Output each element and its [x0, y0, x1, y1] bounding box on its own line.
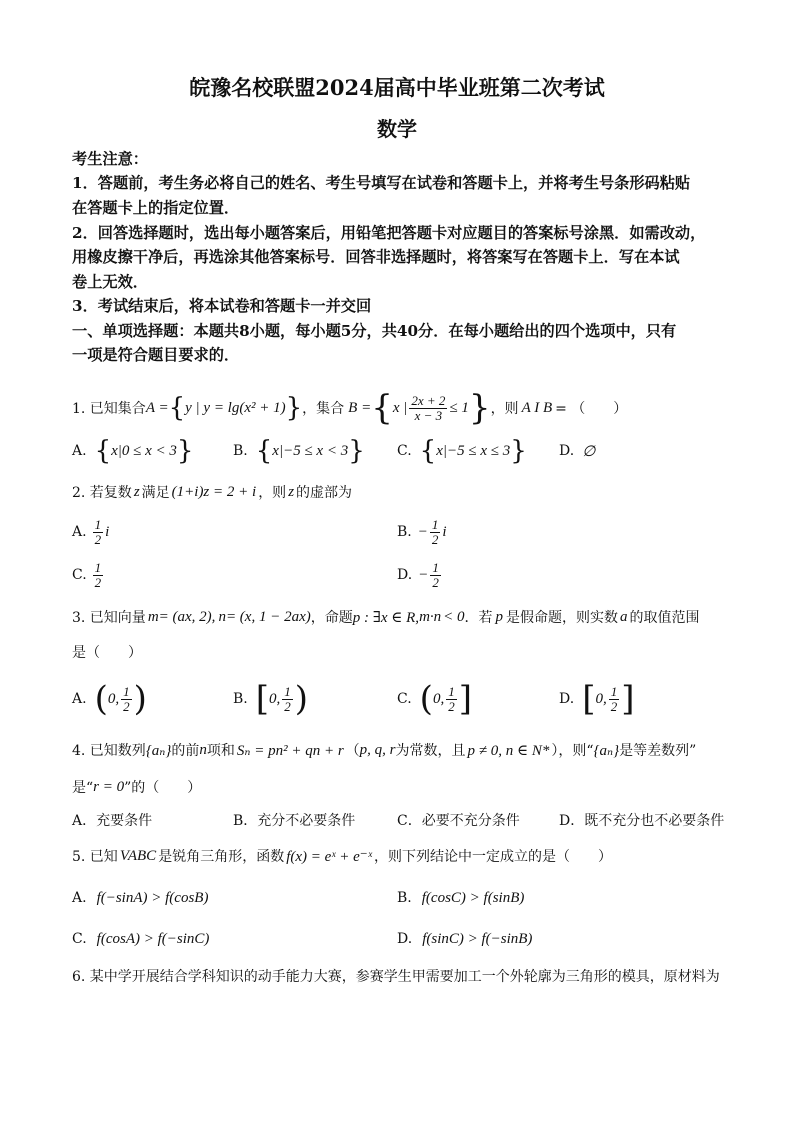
q3-option-a-num: 1 [123, 683, 130, 699]
q4-mid-4: 为常数，且 [395, 743, 466, 759]
q3-option-d-den: 2 [610, 698, 618, 714]
notice-line-2b: 用橡皮擦干净后，再选涂其他答案标号．回答非选择题时，将答案写在答题卡上．写在本试 [72, 248, 680, 266]
q1-option-b-brace-close: } [348, 436, 365, 466]
q4-lead: 4. 已知数列 [72, 743, 146, 759]
q2-tail-1: ，则 [258, 485, 287, 501]
q2-option-b-den: 2 [431, 531, 439, 547]
q3-option-d-label: D. [559, 691, 575, 707]
q1-option-a [72, 437, 193, 465]
notice-line-2: 2．回答选择题时，选出每小题答案后，用铅笔把答题卡对应题目的答案标号涂黑．如需改动， [72, 224, 706, 242]
q3-option-d-num: 1 [610, 683, 618, 699]
q2-option-a-den: 2 [94, 531, 102, 547]
q4-option-b: B．充分不必要条件 [233, 813, 356, 829]
notice-heading: 考生注意： [72, 150, 148, 168]
q3-proposition-tail: < 0 [443, 608, 465, 625]
q2-tail-2: 的虚部为 [296, 485, 353, 501]
q1-setA-brace-close: } [285, 393, 303, 423]
q2-option-b-label: B. [397, 524, 412, 540]
q5-option-a-label: A. [72, 890, 87, 906]
q2-option-a-suffix: i [105, 523, 110, 540]
q4-mid-1: 的前 [171, 743, 200, 759]
q1-option-a-brace-close: } [176, 436, 194, 466]
q1-option-a-brace-open: { [94, 436, 112, 466]
q2-option-c [72, 556, 105, 594]
q2-option-b-fraction [430, 518, 441, 546]
q3-option-b-den: 2 [284, 698, 291, 714]
q2-option-d-label: D. [397, 567, 413, 583]
q2-lead: 2. 若复数 [72, 485, 132, 501]
q1-tail-expr: A I B [521, 399, 553, 416]
q3-option-c-label: C. [397, 691, 412, 707]
q4-line2-b: ”的（ ） [124, 780, 202, 796]
q3-option-b-right: ) [294, 679, 309, 719]
q1-tail-2: = （ ） [555, 401, 628, 417]
q4-constants: p, q, r [359, 741, 396, 758]
q5-lead: 5. 已知 [72, 849, 118, 865]
q3-proposition-n: n [433, 608, 442, 625]
q1-setA-body: y | y = lg(x² + 1) [185, 399, 286, 416]
q3-proposition: p : ∃x ∈ R, [352, 609, 420, 626]
q2-option-c-fraction [93, 561, 104, 589]
q5-option-d-label: D. [397, 931, 413, 947]
q5-option-b-label: B. [397, 890, 412, 906]
q4-sum-formula: Sₙ = pn² + qn + r [236, 742, 344, 759]
q1-option-d-label: D. [559, 443, 575, 459]
q3-var-a: a [620, 608, 628, 625]
q5-option-d-text: f(sinC) > f(−sinB) [422, 930, 533, 947]
question-1-stem [72, 382, 627, 434]
q4-stem-line-2 [72, 776, 201, 798]
q3-option-b [233, 677, 308, 721]
q5-mid: 是锐角三角形，函数 [158, 849, 285, 865]
q3-option-d-fraction [609, 685, 620, 713]
q4-sequence: {aₙ} [145, 742, 172, 759]
q1-option-a-text: x|0 ≤ x < 3 [111, 442, 177, 459]
notice-line-1b: 在答题卡上的指定位置． [72, 199, 240, 217]
notice-line-2c: 卷上无效． [72, 273, 148, 291]
q5-option-a-text: f(−sinA) > f(cosB) [96, 889, 209, 906]
q3-tail-2: 是假命题，则实数 [506, 610, 619, 626]
notice-line-3: 3．考试结束后，将本试卷和答题卡一并交回 [72, 297, 372, 315]
q1-option-c-label: C. [397, 443, 412, 459]
q1-setB-numerator: 2x + 2 [411, 392, 446, 408]
q4-mid-2: 项和 [206, 743, 235, 759]
q3-var-p: p [495, 608, 504, 625]
q1-option-c [397, 437, 527, 465]
q2-option-a-label: A. [72, 524, 87, 540]
q2-mid: 满足 [141, 485, 170, 501]
q5-option-c [72, 926, 209, 952]
q1-setB-brace-close: } [468, 388, 491, 428]
q4-line2-r: r = 0 [93, 778, 125, 795]
q3-option-d [559, 677, 634, 721]
question-6-stem: 6. 某中学开展结合学科知识的动手能力大赛，参赛学生甲需要加工一个外轮廓为三角形的模具，原材料为 [72, 969, 720, 985]
q5-option-b-text: f(cosC) > f(sinB) [421, 889, 525, 906]
q1-option-b-brace-open: { [255, 436, 273, 466]
q2-option-d-den: 2 [432, 574, 439, 590]
q3-option-b-zero: 0, [269, 690, 281, 707]
q4-option-c: C．必要不充分条件 [397, 813, 520, 829]
q4-mid-3: （ [345, 743, 360, 759]
q1-tail-1: ，则 [490, 401, 519, 417]
q3-option-d-zero: 0, [595, 690, 607, 707]
exam-subject: 数学 [377, 117, 417, 141]
q2-option-d [397, 556, 443, 594]
q3-option-a-left: ( [94, 679, 108, 719]
section-heading-line-2: 一项是符合题目要求的． [72, 346, 240, 364]
q2-option-a [72, 513, 109, 551]
q4-sequence-2: {aₙ} [593, 742, 620, 759]
q4-option-d: D．既不充分也不必要条件 [559, 813, 725, 829]
q2-option-c-label: C. [72, 567, 87, 583]
q2-option-c-den: 2 [94, 574, 102, 590]
q1-option-c-brace-open: { [419, 436, 437, 466]
q3-stem-line-2: 是（ ） [72, 645, 142, 661]
q2-option-b-num: 1 [431, 516, 439, 532]
q3-option-a-zero: 0, [107, 690, 120, 707]
q1-setB-tail: ≤ 1 [449, 399, 469, 416]
q1-option-b-text: x|−5 ≤ x < 3 [272, 442, 349, 459]
q4-mid-5: ），则“ [551, 743, 594, 759]
q3-option-a-fraction [121, 685, 132, 713]
q2-option-b [397, 513, 447, 551]
question-3-stem [72, 605, 700, 629]
q3-option-a [72, 677, 147, 721]
q3-vector-m: m [147, 608, 159, 625]
q3-option-a-den: 2 [123, 698, 130, 714]
q5-triangle: VABC [119, 847, 157, 864]
q2-option-d-num: 1 [432, 559, 439, 575]
section-heading-line-1: 一、单项选择题：本题共8小题，每小题5分，共40分．在每小题给出的四个选项中，只有 [72, 322, 677, 340]
q1-setA-brace-open: { [168, 393, 186, 423]
q3-option-c-right: ] [458, 679, 472, 719]
q3-vector-n: n [218, 608, 226, 625]
q3-option-b-label: B. [233, 691, 248, 707]
q2-var-z-2: z [288, 483, 295, 500]
q5-option-c-text: f(cosA) > f(−sinC) [96, 930, 210, 947]
q3-option-a-right: ) [133, 679, 147, 719]
q1-setB-x: x | [392, 399, 408, 416]
q2-option-c-num: 1 [94, 559, 102, 575]
q1-mid: ，集合 [302, 401, 345, 417]
notice-line-1: 1．答题前，考生务必将自己的姓名、考生号填写在试卷和答题卡上，并将考生号条形码粘贴 [72, 174, 691, 192]
q2-option-a-num: 1 [94, 516, 102, 532]
q3-option-c-fraction [446, 685, 457, 713]
q3-vector-m-value: = (ax, 2), [158, 608, 216, 625]
q2-option-d-sign: − [418, 566, 429, 583]
q3-option-d-right: ] [621, 679, 635, 719]
q1-setB-denominator: x − 3 [414, 407, 443, 423]
q1-option-c-text: x|−5 ≤ x ≤ 3 [436, 442, 511, 459]
q3-tail-1: ．若 [464, 610, 493, 626]
q3-option-b-num: 1 [284, 683, 291, 699]
q4-condition: p ≠ 0, n ∈ N* [467, 742, 550, 759]
q1-option-b [233, 437, 365, 465]
q5-option-d [397, 926, 532, 952]
q1-setB-prefix: B = [348, 399, 372, 416]
question-5-stem [72, 844, 612, 868]
q1-option-a-label: A. [72, 443, 87, 459]
q3-proposition-dot: · [429, 608, 434, 625]
q3-option-b-left: [ [255, 679, 270, 719]
question-4-stem [72, 738, 696, 762]
q2-option-a-fraction [93, 518, 104, 546]
q3-option-a-label: A. [72, 691, 87, 707]
q1-option-d-text: ∅ [582, 443, 596, 460]
q2-option-b-suffix: i [442, 523, 447, 540]
q4-tail: 是等差数列” [619, 743, 697, 759]
q2-option-b-sign: − [417, 523, 428, 540]
q1-option-d [559, 437, 595, 465]
q1-lead: 1. 已知集合 [72, 401, 146, 417]
question-2-stem [72, 481, 352, 503]
q2-var-z: z [133, 483, 140, 500]
q3-option-c [397, 677, 472, 721]
q3-proposition-m: m [419, 608, 430, 625]
q3-option-b-fraction [282, 685, 293, 713]
q5-function: f(x) = eˣ + e⁻ˣ [286, 848, 372, 865]
q3-mid: ，命题 [310, 610, 353, 626]
q3-vector-n-value: = (x, 1 − 2ax) [225, 608, 311, 625]
q1-setA-prefix: A = [145, 399, 169, 416]
q3-option-c-den: 2 [448, 698, 455, 714]
q1-option-b-label: B. [233, 443, 248, 459]
q3-option-c-num: 1 [448, 683, 455, 699]
q3-tail-3: 的取值范围 [629, 610, 700, 626]
q5-option-a [72, 885, 208, 911]
q5-option-c-label: C. [72, 931, 87, 947]
exam-title: 皖豫名校联盟2024届高中毕业班第二次考试 [189, 75, 605, 100]
q3-option-c-left: ( [419, 679, 433, 719]
q5-option-b [397, 885, 524, 911]
q5-tail: ，则下列结论中一定成立的是（ ） [373, 849, 612, 865]
q3-lead: 3. 已知向量 [72, 610, 146, 626]
q2-option-d-fraction [430, 561, 441, 589]
q3-option-d-left: [ [582, 679, 596, 719]
q4-var-n: n [199, 741, 207, 758]
q4-line2-a: 是“ [72, 780, 94, 796]
q1-setB-fraction [409, 394, 447, 422]
q1-setB-brace-open: { [371, 388, 393, 428]
q2-equation: (1+i)z = 2 + i [171, 483, 257, 500]
q4-option-a: A．充要条件 [72, 813, 153, 829]
q3-option-c-zero: 0, [432, 690, 445, 707]
q1-option-c-brace-close: } [510, 436, 527, 466]
